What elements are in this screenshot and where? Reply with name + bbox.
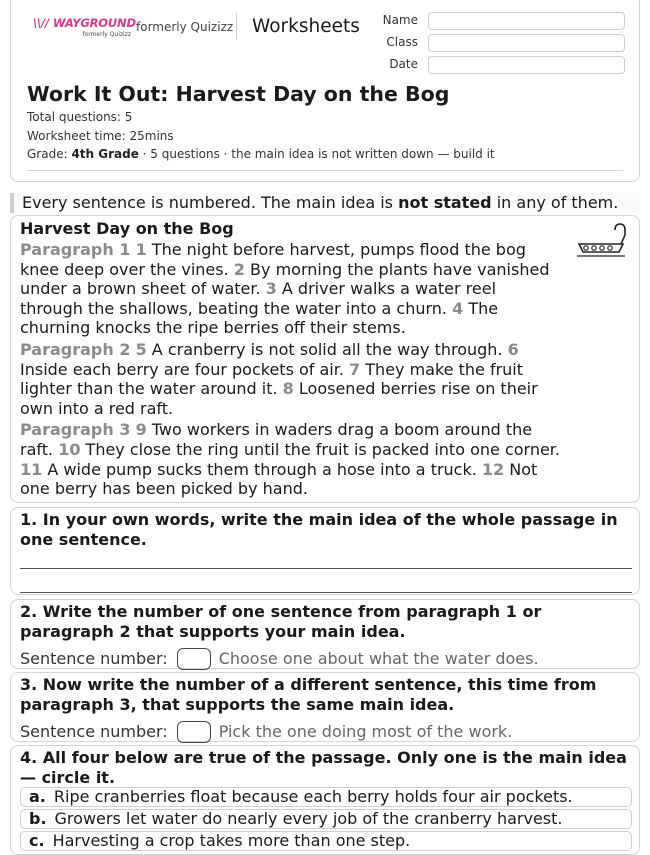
question-1-text: 1. In your own words, write the main idea of the whole passage in one sentence. [20,510,618,549]
sentence-text: They close the ring until the fruit is packed into one corner. [85,439,560,459]
sentence-text: A cranberry is not solid all the way through. [151,339,503,359]
sentence-number-box-2[interactable] [177,648,211,670]
passage-title: Harvest Day on the Bog [20,219,234,238]
sentence-text: Two workers in waders drag a boom around the raft. [20,420,533,459]
worksheet-time: Worksheet time: 25mins [27,129,174,143]
logo-text: \\// WAYGROUND [33,16,136,30]
question-2 [10,599,640,669]
logo-subtext: formerly Quizizz [82,31,131,38]
answer-line-1[interactable] [20,568,632,569]
grade-line: Grade: 4th Grade · 5 questions · the main idea is not written down — build it [27,147,495,161]
sentence-number-box-3[interactable] [177,721,211,743]
sentence-text: A wide pump sucks them through a hose into a truck. [47,459,477,479]
option-a[interactable]: a. Ripe cranberries float because each berry holds four air pockets. [20,787,632,807]
question-2-text: 2. Write the number of one sentence from paragraph 1 or paragraph 2 that supports your main idea. [20,602,542,641]
sentence-number: 10 [58,439,81,459]
paragraph-label: Paragraph 3 [20,420,131,440]
sentence-text: Loosened berries rise on their own into a red raft. [20,379,538,418]
sentence-number: 5 [135,339,147,359]
sentence-number: 11 [20,459,43,479]
sentence-text: Not one berry has been picked by hand. [20,459,538,499]
header-rule [27,170,623,171]
sentence-text: Inside each berry are four pockets of air. [20,359,344,379]
name-label: Name [382,13,418,27]
sentence-number-label: Sentence number: [20,649,168,668]
formerly-quizizz-text: formerly Quizizz [136,20,234,34]
date-label: Date [389,57,418,71]
sentence-number-row-3 [20,721,630,743]
paragraph-3 [20,420,560,498]
boat-icon [575,222,627,260]
name-field[interactable] [428,12,625,30]
question-4 [10,745,640,855]
class-field[interactable] [428,34,625,52]
class-label: Class [386,35,418,49]
sentence-text: They make the fruit lighter than the water around it. [20,359,524,399]
sentence-number: 9 [135,420,147,440]
passage-card [10,215,640,503]
header-divider [236,13,237,40]
question-4-text: 4. All four below are true of the passage. Only one is the main idea — circle it. [20,748,627,787]
sentence-number-row-2 [20,648,630,670]
logo-mark-icon: \\// [33,16,50,30]
sentence-number: 3 [265,279,277,299]
sentence-number-label: Sentence number: [20,722,168,741]
worksheet-header [10,0,640,182]
paragraph-1 [20,240,560,338]
worksheet-title: Work It Out: Harvest Day on the Bog [27,82,450,106]
sentence-text: A driver walks a water reel through the shallows, beating the water into a churn. [20,279,497,318]
answer-line-2[interactable] [20,592,632,593]
sentence-text: The night before harvest, pumps flood the bog knee deep over the vines. [20,240,526,279]
sentence-number: 1 [135,240,147,259]
option-c[interactable]: c. Harvesting a crop takes more than one step. [20,831,632,851]
worksheets-label: Worksheets [252,16,360,37]
sentence-number: 7 [349,359,361,379]
sentence-number: 12 [481,459,505,479]
sentence-text: The churning knocks the ripe berries off their stems. [20,298,499,338]
paragraph-2 [20,340,560,418]
sentence-number: 2 [233,259,245,279]
question-3-text: 3. Now write the number of a different sentence, this time from paragraph 3, that supports the same main idea. [20,675,597,714]
instruction-banner: Every sentence is numbered. The main idea is not stated in any of them. [10,193,640,213]
paragraph-label: Paragraph 2 [20,339,131,359]
question-1 [10,507,640,595]
question-3-hint: Pick the one doing most of the work. [218,722,513,741]
option-b[interactable]: b. Growers let water do nearly every job of the cranberry harvest. [20,809,632,829]
wayground-logo [33,16,136,38]
grade-value: 4th Grade [71,147,139,161]
question-2-hint: Choose one about what the water does. [218,649,539,668]
date-field[interactable] [428,56,625,74]
sentence-number: 4 [452,298,464,318]
total-questions: Total questions: 5 [27,110,133,124]
sentence-number: 6 [507,339,519,359]
sentence-number: 8 [282,379,294,399]
sentence-text: By morning the plants have vanished under a brown sheet of water. [20,259,550,299]
paragraph-label: Paragraph 1 [20,240,131,259]
question-3 [10,672,640,742]
